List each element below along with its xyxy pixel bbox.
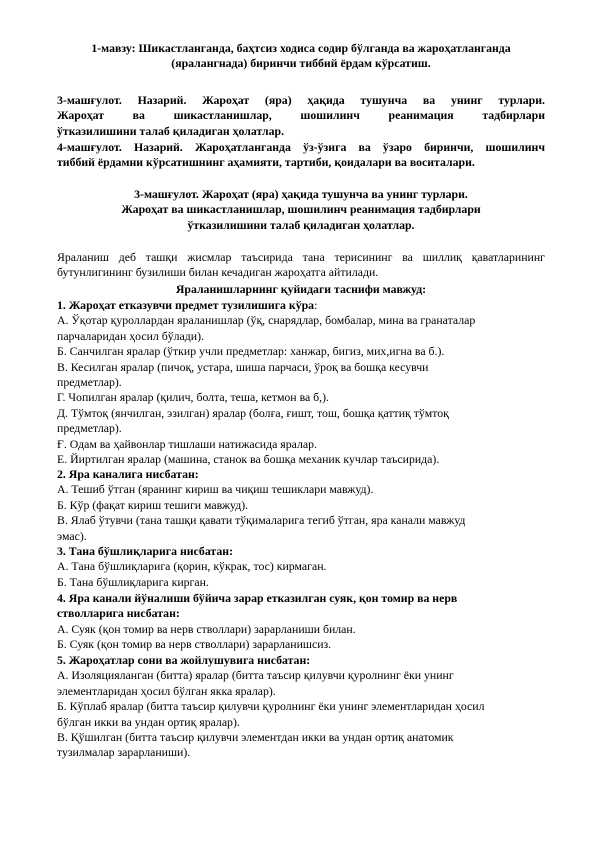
section-3-heading: 3. Тана бўшлиқларига нисбатан: [57, 544, 233, 558]
section-5-item-a-line-1: А. Изоляцияланган (битта) яралар (битта таъсир қилувчи қуролнинг ёки унинг [57, 668, 454, 683]
section-1-item-d-line-1: Д. Тўмтоқ (янчилган, эзилган) яралар (болға, ғишт, тош, бошқа қаттиқ тўмтоқ [57, 405, 449, 420]
section-1-item-a-line-1: А. Ўқотар қуроллардан яраланишлар (ўқ, снарядлар, бомбалар, мина ва гранаталар [57, 313, 476, 328]
definition-line-1: Яраланиш деб ташқи жисмлар таъсирида тана терисининг ва шиллиқ қаватларининг [57, 250, 545, 264]
section-2-item-v-line-1: В. Ялаб ўтувчи (тана ташқи қавати тўқималарига тегиб ўтган, яра канали мавжуд [57, 513, 466, 528]
topic-title [57, 41, 545, 72]
section-4 [57, 591, 545, 653]
section-1-item-d-line-2: предметлар). [57, 421, 122, 436]
section-1 [57, 298, 545, 467]
section-3-item-a: А. Тана бўшлиқларига (қорин, кўкрак, тос) кирмаган. [57, 559, 327, 574]
classification-title [57, 282, 545, 297]
section-1-heading-text: 1. Жароҳат етказувчи предмет тузилишига кўра [57, 298, 315, 312]
lesson-3-heading-line-1: 3-машғулот. Жароҳат (яра) ҳақида тушунча ва унинг турлари. [134, 187, 468, 201]
lesson-4-intro [57, 140, 545, 171]
section-1-heading-colon: : [314, 298, 318, 312]
section-5-item-b-line-2: бўлган икки ва ундан ортиқ яралар). [57, 714, 240, 729]
lesson-3-heading-line-3: ўтказилишини талаб қиладиган ҳолатлар. [187, 217, 415, 232]
section-4-heading-line-2: стволларига нисбатан: [57, 606, 180, 621]
section-5-item-b-line-1: Б. Кўплаб яралар (битта таъсир қилувчи қуролнинг ёки унинг элементларидан ҳосил [57, 699, 485, 714]
section-5-item-a-line-2: элементларидан ҳосил бўлган якка яралар). [57, 683, 276, 698]
lesson-3-intro-line-1: 3-машғулот. Назарий. Жароҳат (яра) ҳақида тушунча ва унинг турлари. [57, 93, 545, 107]
topic-title-line-2: (яралангнада) биринчи тиббий ёрдам кўрсатиш. [171, 56, 431, 71]
section-5-item-v-line-1: В. Қўшилган (битта таъсир қилувчи элементдан икки ва ундан ортиқ анатомик [57, 730, 454, 745]
classification-title-text: Яраланишларнинг қуйидаги таснифи мавжуд: [175, 282, 427, 296]
section-1-heading [57, 298, 545, 313]
section-4-item-b: Б. Суяк (қон томир ва нерв стволлари) зарарланишсиз. [57, 637, 332, 652]
definition-paragraph [57, 250, 545, 281]
lesson-3-heading [57, 187, 545, 233]
lesson-3-heading-line-2: Жароҳат ва шикастланишлар, шошилинч реанимация тадбирлари [121, 202, 481, 217]
section-2-item-b: Б. Кўр (фақат кириш тешиги мавжуд). [57, 497, 249, 512]
section-3 [57, 544, 545, 590]
lesson-3-intro-line-2: Жароҳат ва шикастланишлар, шошилинч реанимация тадбирлари [57, 108, 545, 123]
definition-line-2: бутунлигининг бузилиши билан кечадиган жароҳатга айтилади. [57, 265, 379, 280]
section-1-item-e: Е. Йиртилган яралар (машина, станок ва бошқа механик кучлар таъсирида). [57, 452, 440, 467]
section-2-heading: 2. Яра каналига нисбатан: [57, 467, 199, 481]
section-4-item-a: А. Суяк (қон томир ва нерв стволлари) зарарланиши билан. [57, 621, 356, 636]
section-1-item-v-line-1: В. Кесилган яралар (пичоқ, устара, шиша парчаси, ўроқ ва бошқа кесувчи [57, 359, 429, 374]
section-2-item-a: А. Тешиб ўтган (яранинг кириш ва чиқиш тешиклари мавжуд). [57, 482, 374, 497]
section-1-item-g: Г. Чопилган яралар (қилич, болта, теша, кетмон ва б,). [57, 390, 330, 405]
lesson-4-intro-line-1: 4-машғулот. Назарий. Жароҳатланганда ўз-ўзига ва ўзаро биринчи, шошилинч [57, 140, 545, 154]
section-5 [57, 653, 545, 761]
section-2-item-v-line-2: эмас). [57, 528, 87, 543]
section-1-item-gh: Ғ. Одам ва ҳайвонлар тишлаши натижасида яралар. [57, 436, 317, 451]
lesson-3-intro-line-3: ўтказилишини талаб қиладиган ҳолатлар. [57, 123, 285, 138]
lesson-4-intro-line-2: тиббий ёрдамни кўрсатишнинг аҳамияти, тартиби, қоидалари ва воситалари. [57, 155, 475, 170]
section-1-item-b: Б. Санчилган яралар (ўткир учли предметлар: ханжар, бигиз, мих,игна ва б.). [57, 344, 445, 359]
section-2 [57, 467, 545, 544]
section-3-item-b: Б. Тана бўшлиқларига кирган. [57, 574, 209, 589]
section-1-item-a-line-2: парчаларидан ҳосил бўлади). [57, 328, 204, 343]
lesson-3-intro [57, 93, 545, 139]
section-5-heading: 5. Жароҳатлар сони ва жойлушувига нисбатан: [57, 653, 311, 667]
topic-title-line-1: 1-мавзу: Шикастланганда, баҳтсиз ходиса содир бўлганда ва жароҳатланганда [91, 41, 511, 55]
section-5-item-v-line-2: тузилмалар зарарланиши). [57, 745, 191, 760]
section-4-heading-line-1: 4. Яра канали йўналиши бўйича зарар етказилган суяк, қон томир ва нерв [57, 591, 458, 605]
section-1-item-v-line-2: предметлар). [57, 375, 122, 390]
